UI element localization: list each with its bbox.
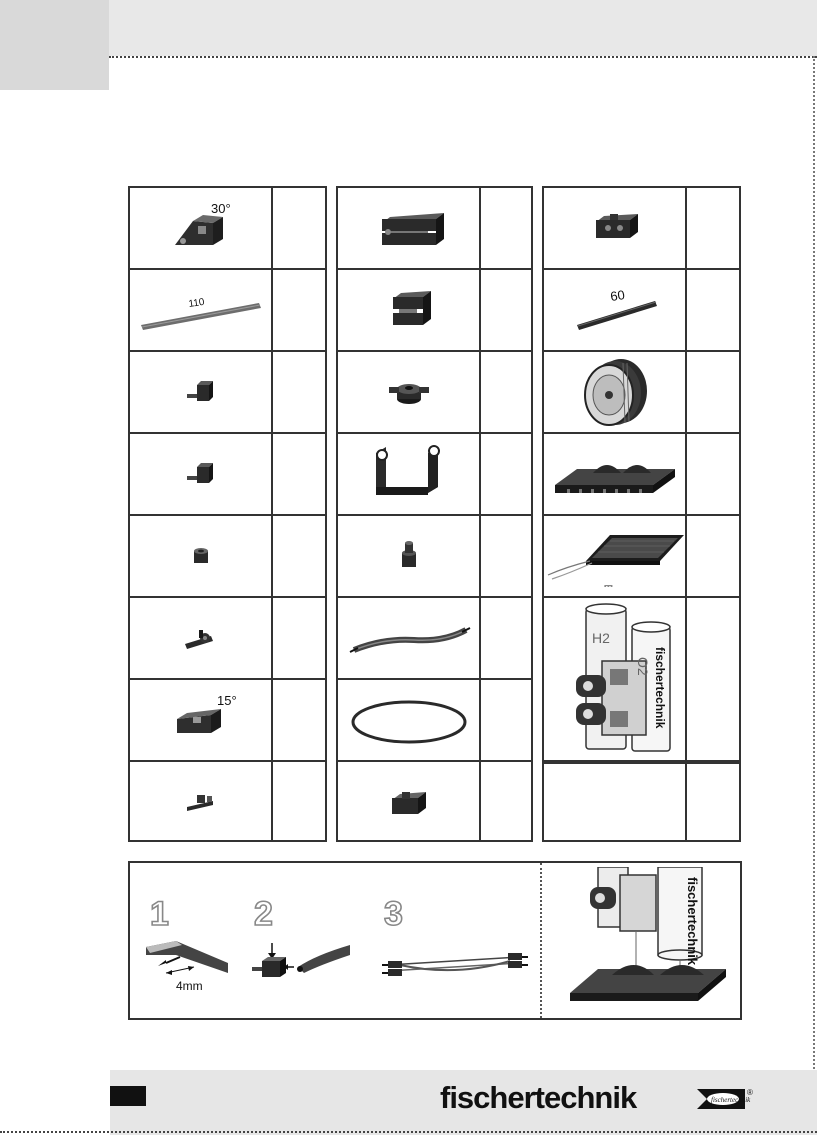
part-image-hub-nut xyxy=(338,352,479,432)
parts-table-2 xyxy=(336,186,533,842)
footer-dotted-rule xyxy=(0,1131,817,1133)
o2-label: O2 xyxy=(634,657,651,676)
part-image-angle-block-30 xyxy=(130,188,271,268)
cable-assembly-instructions xyxy=(128,861,742,1020)
finished-cable-illustration xyxy=(380,943,530,993)
part-row xyxy=(338,352,531,434)
fischertechnik-logo-icon xyxy=(697,1087,753,1111)
part-row xyxy=(130,516,325,598)
part-row xyxy=(338,188,531,270)
part-image-fuel-cell xyxy=(544,598,685,760)
part-image-cable-bundle xyxy=(338,598,479,678)
part-image-plug-2 xyxy=(130,434,271,514)
part-image-spacer-ring xyxy=(130,516,271,596)
part-row xyxy=(130,762,325,840)
instruction-divider xyxy=(540,863,542,1018)
step-number-2: 2 xyxy=(254,895,273,933)
parts-table-1 xyxy=(128,186,327,842)
fuel-cell-brand: fischertechnik xyxy=(652,647,667,729)
dc-symbol: ⎓ xyxy=(603,579,613,592)
part-image-building-block-15 xyxy=(338,270,479,350)
part-image-connector-peg xyxy=(338,516,479,596)
part-image-pulley-wheel xyxy=(544,352,685,432)
part-row xyxy=(130,270,325,352)
fuel-cell-mount-illustration xyxy=(550,867,736,1017)
part-image-building-block-30 xyxy=(338,188,479,268)
part-row xyxy=(338,270,531,352)
part-image-clip-strip xyxy=(130,762,271,840)
part-image-building-block-5 xyxy=(338,762,479,840)
step-number-1: 1 xyxy=(150,895,169,933)
part-image-angle-block-15 xyxy=(130,680,271,760)
part-row xyxy=(544,188,739,270)
h2-label: H2 xyxy=(591,630,610,646)
registered-mark: ® xyxy=(747,1088,753,1097)
logo-text: fischertechnik xyxy=(711,1096,751,1104)
part-image-building-block-15-pins xyxy=(544,188,685,268)
part-image-base-plate xyxy=(544,434,685,514)
chapter-tab xyxy=(0,0,109,90)
part-row xyxy=(544,598,739,762)
strip-length-label: 4mm xyxy=(176,979,203,993)
part-row xyxy=(338,434,531,516)
part-image-axle-60 xyxy=(544,270,685,350)
insert-plug-illustration xyxy=(246,937,356,997)
part-image-rubber-ring xyxy=(338,680,479,760)
angle-label: 15° xyxy=(216,693,237,708)
part-image-solar-module xyxy=(544,516,685,596)
step-number-3: 3 xyxy=(384,895,403,933)
part-row xyxy=(130,680,325,762)
angle-label: 30° xyxy=(210,201,231,216)
axle-length-label: 60 xyxy=(608,287,626,304)
part-row xyxy=(544,270,739,352)
part-image-u-holder xyxy=(338,434,479,514)
part-row xyxy=(544,352,739,434)
part-image-axle-110 xyxy=(130,270,271,350)
part-image-hinge-clip xyxy=(130,598,271,678)
part-row xyxy=(544,434,739,516)
part-row xyxy=(544,516,739,598)
header-dotted-rule xyxy=(109,56,817,58)
part-image-plug xyxy=(130,352,271,432)
header-band xyxy=(109,0,817,56)
part-row xyxy=(338,598,531,680)
part-row xyxy=(130,188,325,270)
parts-table-3 xyxy=(542,186,741,842)
mount-fuel-cell-brand: fischertechnik xyxy=(685,877,700,966)
part-row xyxy=(130,598,325,680)
part-row xyxy=(338,516,531,598)
right-dotted-rule xyxy=(813,56,815,1116)
part-row xyxy=(338,680,531,762)
part-row xyxy=(130,434,325,516)
part-row xyxy=(130,352,325,434)
brand-wordmark: fischertechnik xyxy=(440,1080,637,1115)
axle-length-label: 110 xyxy=(187,296,205,310)
page-number-box xyxy=(110,1086,146,1106)
part-row-empty xyxy=(544,762,739,840)
part-row xyxy=(338,762,531,840)
